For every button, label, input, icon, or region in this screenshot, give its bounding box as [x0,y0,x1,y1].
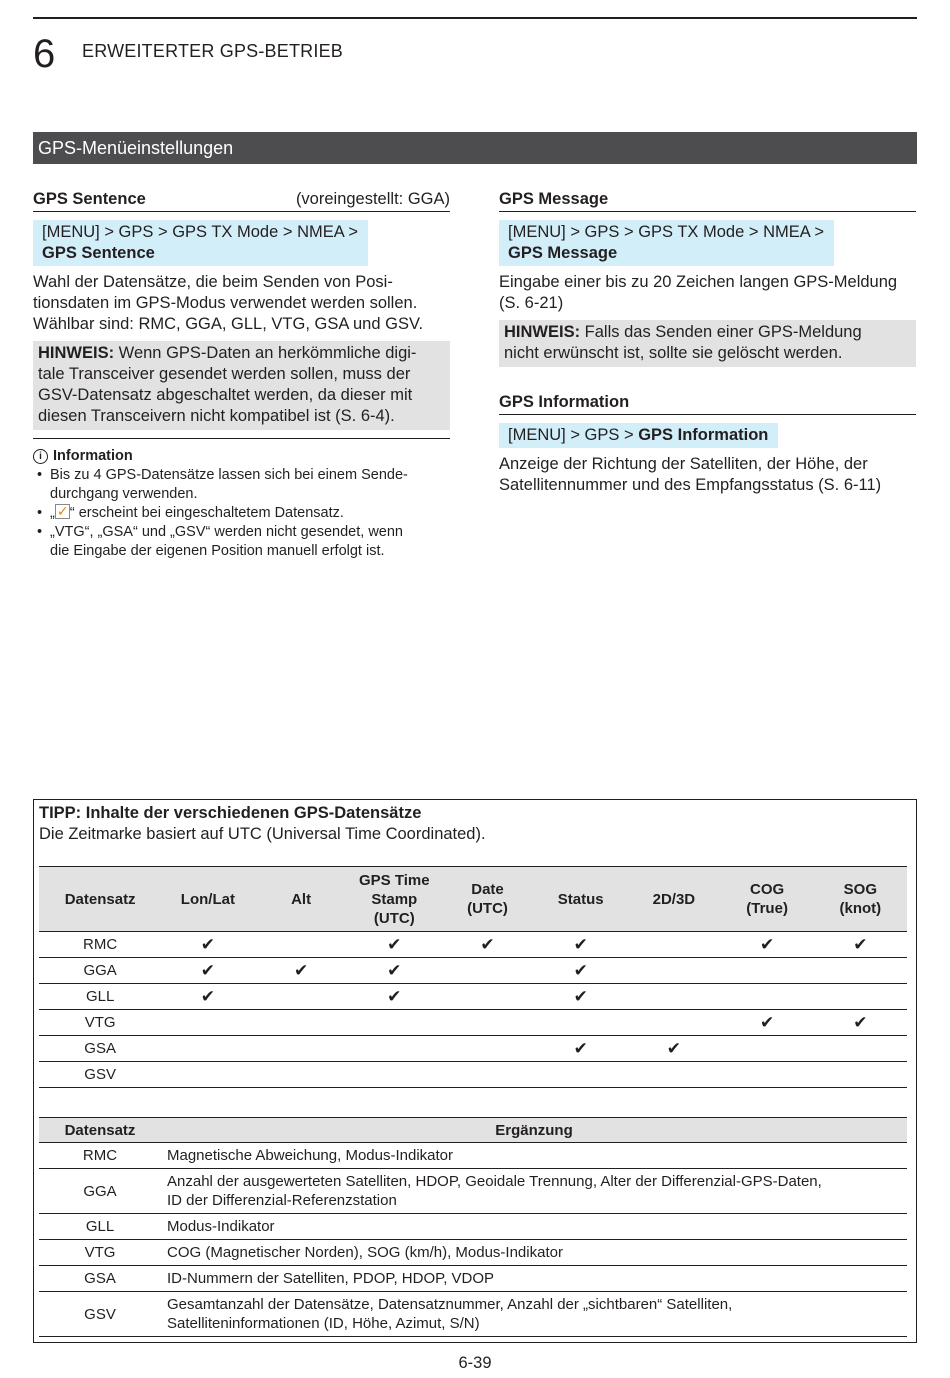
table-row [39,984,907,1010]
checkmark-cell [161,1036,254,1062]
checkmark-cell: ✔ [721,932,814,958]
column-header: Date (UTC) [441,867,534,932]
page-number: 6-39 [458,1354,492,1372]
table-row [39,932,907,958]
sentence-contents-table [39,866,907,1088]
column-header: Datensatz [39,867,161,932]
bullet-dot-icon: • [33,505,43,521]
supplement-line: Modus-Indikator [167,1218,275,1235]
checkmark-cell [441,984,534,1010]
menu-path-item: GPS Information [638,426,769,444]
gps-information-description [499,454,916,496]
table-row [39,1169,907,1214]
supplement-line: COG (Magnetischer Norden), SOG (km/h), Modus-Indikator [167,1244,563,1261]
column-header: 2D/3D [627,867,720,932]
supplement-line: ID-Nummern der Satelliten, PDOP, HDOP, VDOP [167,1270,495,1287]
sentence-name-cell: GSA [39,1266,161,1292]
description-line: Eingabe einer bis zu 20 Zeichen langen GPS-Meldung [499,273,898,291]
menu-path-line: [MENU] > GPS > GPS TX Mode > NMEA > [42,223,359,241]
supplement-cell [161,1214,907,1240]
gps-message-title: GPS Message [499,190,609,208]
gps-information-section [499,391,916,496]
information-title [33,447,450,466]
sentence-name-cell: VTG [39,1010,161,1036]
table-row [39,1062,907,1088]
chapter-title: ERWEITERTER GPS-BETRIEB [82,41,343,61]
checkmark-cell [441,1036,534,1062]
checkmark-cell: ✔ [814,1010,907,1036]
table-row [39,1010,907,1036]
supplement-line: Anzahl der ausgewerteten Satelliten, HDOP, Geoidale Trennung, Alter der Differenzial-GPS-Daten, [167,1173,822,1190]
menu-path-line: [MENU] > GPS > GPS TX Mode > NMEA > [508,223,825,241]
gps-message-note [499,320,916,367]
checkmark-cell [627,932,720,958]
checkmark-cell: ✔ [348,932,441,958]
table-header-row [39,1118,907,1143]
checkmark-cell: ✔ [161,932,254,958]
menu-path-item: GPS Message [508,244,618,262]
column-header: Lon/Lat [161,867,254,932]
checkmark-cell [254,984,347,1010]
chapter-number: 6 [33,32,56,76]
checkmark-cell [254,932,347,958]
column-header: Datensatz [39,1118,161,1143]
table-row [39,958,907,984]
checkbox-checked-icon [55,504,70,519]
checkmark-cell [534,1010,627,1036]
checkmark-cell [441,1010,534,1036]
gps-message-description [499,272,916,314]
note-label: HINWEIS: [504,323,581,341]
gps-information-menu-path [499,423,778,448]
checkmark-cell: ✔ [534,932,627,958]
description-line: Satellitennummer und des Empfangsstatus (S. 6-11) [499,476,882,494]
section-title-bar: GPS-Menüeinstellungen [33,132,917,164]
top-rule [33,17,917,19]
description-line: (S. 6-21) [499,294,564,312]
gps-message-heading [499,188,916,212]
checkmark-cell [161,1062,254,1088]
supplement-cell [161,1266,907,1292]
table-row [39,1292,907,1337]
note-label: HINWEIS: [38,344,115,362]
tip-title: TIPP: Inhalte der verschiedenen GPS-Datensätze [39,804,422,822]
checkmark-cell [814,958,907,984]
description-line: Wählbar sind: RMC, GGA, GLL, VTG, GSA und GSV. [33,315,424,333]
checkmark-cell: ✔ [721,1010,814,1036]
gps-sentence-default: (voreingestellt: GGA) [295,190,450,208]
note-text: diesen Transceivern nicht kompatibel ist (S. 6-4). [38,407,395,425]
supplement-line: Gesamtanzahl der Datensätze, Datensatznummer, Anzahl der „sichtbaren“ Satelliten, [167,1296,733,1313]
checkmark-cell [627,984,720,1010]
sentence-name-cell: VTG [39,1240,161,1266]
info-icon: i [33,449,48,464]
checkmark-cell: ✔ [254,958,347,984]
gps-sentence-title: GPS Sentence [33,190,146,208]
sentence-name-cell: GSV [39,1062,161,1088]
sentence-name-cell: GGA [39,1169,161,1214]
checkmark-cell [441,958,534,984]
note-text: nicht erwünscht ist, sollte sie gelöscht werden. [504,344,843,362]
description-line: Wahl der Datensätze, die beim Senden von Posi- [33,273,393,291]
bullet-dot-icon: • [33,524,43,540]
bullet-text: Bis zu 4 GPS-Datensätze lassen sich bei einem Sende- [50,467,408,483]
table-row [39,1266,907,1292]
checkmark-cell: ✔ [348,958,441,984]
supplement-line: ID der Differenzial-Referenzstation [167,1192,397,1209]
description-line: tionsdaten im GPS-Modus verwendet werden sollen. [33,294,418,312]
checkmark-cell: ✔ [627,1036,720,1062]
checkmark-cell: ✔ [348,984,441,1010]
checkmark-cell [534,1062,627,1088]
supplement-cell [161,1169,907,1214]
checkmark-cell: ✔ [534,958,627,984]
sentence-name-cell: GSV [39,1292,161,1337]
supplement-line: Magnetische Abweichung, Modus-Indikator [167,1147,453,1164]
checkmark-cell [348,1036,441,1062]
checkmark-cell [627,1010,720,1036]
supplement-cell [161,1143,907,1169]
sentence-name-cell: RMC [39,932,161,958]
information-title-text: Information [53,448,133,464]
column-header: Alt [254,867,347,932]
gps-message-menu-path [499,220,834,266]
gps-sentence-description [33,272,450,335]
bullet-text: “ erscheint bei eingeschaltetem Datensatz. [69,505,344,521]
table-row [39,1214,907,1240]
bullet-dot-icon: • [33,467,43,483]
info-bullet [33,523,450,561]
checkmark-cell [721,958,814,984]
checkmark-cell [254,1036,347,1062]
tip-box [33,799,917,1343]
column-header: SOG (knot) [814,867,907,932]
sentence-name-cell: GSA [39,1036,161,1062]
checkmark-cell [721,1062,814,1088]
checkmark-cell [814,1062,907,1088]
note-text: GSV-Datensatz abgeschaltet werden, da dieser mit [38,386,413,404]
gps-information-heading [499,391,916,415]
checkmark-cell [348,1010,441,1036]
column-header: GPS Time Stamp (UTC) [348,867,441,932]
table-header-row [39,867,907,932]
gps-sentence-menu-path [33,220,368,266]
bullet-text: „VTG“, „GSA“ und „GSV“ werden nicht gesendet, wenn [50,524,403,540]
bullet-text: die Eingabe der eigenen Position manuell erfolgt ist. [50,543,385,559]
note-text: Falls das Senden einer GPS-Meldung [580,323,862,341]
gps-information-title: GPS Information [499,393,630,411]
checkmark-cell: ✔ [534,1036,627,1062]
sentence-supplement-table [39,1117,907,1337]
column-header: COG (True) [721,867,814,932]
table-row [39,1036,907,1062]
checkmark-cell: ✔ [161,958,254,984]
gps-sentence-heading [33,188,450,212]
info-bullet [33,466,450,504]
gps-message-section [499,188,916,496]
information-block [33,438,450,561]
checkmark-cell: ✔ [161,984,254,1010]
checkmark-cell [814,1036,907,1062]
checkmark-cell [721,984,814,1010]
bullet-text: durchgang verwenden. [50,486,198,502]
checkmark-cell: ✔ [534,984,627,1010]
tip-subtitle: Die Zeitmarke basiert auf UTC (Universal Time Coordinated). [39,825,486,843]
info-bullet [33,504,450,523]
sentence-name-cell: GLL [39,1214,161,1240]
note-text: tale Transceiver gesendet werden sollen, muss der [38,365,411,383]
checkmark-cell: ✔ [814,932,907,958]
checkmark-cell [627,958,720,984]
column-header: Status [534,867,627,932]
checkmark-cell [441,1062,534,1088]
menu-path-line: [MENU] > GPS > [508,426,639,444]
checkmark-cell [814,984,907,1010]
gps-sentence-note [33,341,450,430]
column-header: Ergänzung [161,1118,907,1143]
sentence-name-cell: GLL [39,984,161,1010]
checkmark-cell [254,1062,347,1088]
checkmark-cell [627,1062,720,1088]
sentence-name-cell: RMC [39,1143,161,1169]
gps-sentence-section [33,188,450,561]
checkmark-cell [348,1062,441,1088]
checkmark-cell [721,1036,814,1062]
description-line: Anzeige der Richtung der Satelliten, der Höhe, der [499,455,868,473]
checkmark-cell [254,1010,347,1036]
sentence-name-cell: GGA [39,958,161,984]
supplement-cell [161,1292,907,1337]
note-text: Wenn GPS-Daten an herkömmliche digi- [114,344,417,362]
bullet-text: „ [50,505,55,521]
supplement-line: Satelliteninformationen (ID, Höhe, Azimut, S/N) [167,1315,480,1332]
table-row [39,1240,907,1266]
menu-path-item: GPS Sentence [42,244,155,262]
table-row [39,1143,907,1169]
checkmark-cell [161,1010,254,1036]
supplement-cell [161,1240,907,1266]
checkmark-cell: ✔ [441,932,534,958]
